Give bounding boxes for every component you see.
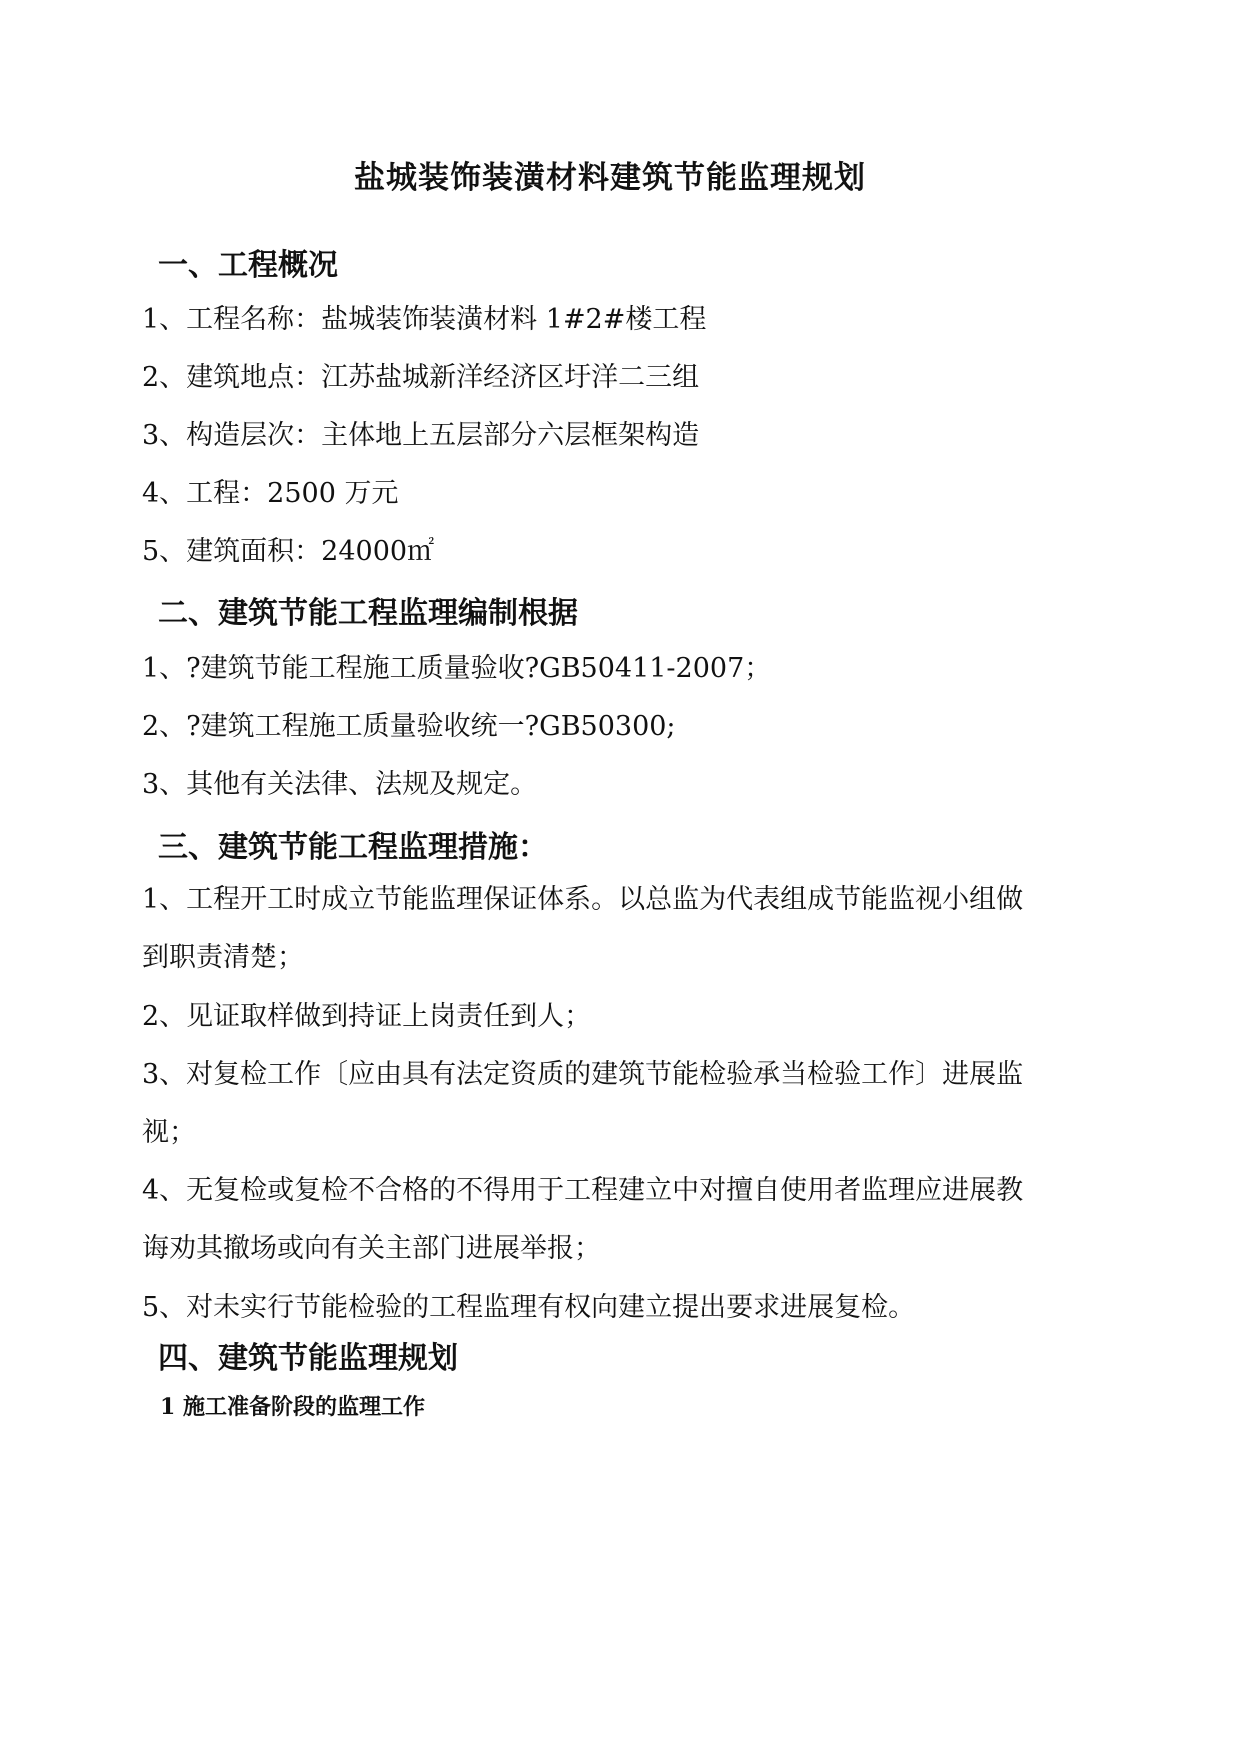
section1-item-5: 5、建筑面积：24000㎡ [142,536,435,567]
section2-item-3: 3、其他有关法律、法规及规定。 [142,769,538,800]
section3-item-4b: 诲劝其撤场或向有关主部门进展举报； [142,1233,601,1264]
section3-item-5: 5、对未实行节能检验的工程监理有权向建立提出要求进展复检。 [142,1292,916,1323]
section2-item-2: 2、?建筑工程施工质量验收统一?GB50300; [142,711,676,742]
section1-item-2: 2、建筑地点：江苏盐城新洋经济区圩洋二三组 [142,362,700,393]
section-heading-3: 三、建筑节能工程监理措施： [158,830,548,865]
section4-subheading-1: 1 施工准备阶段的监理工作 [160,1394,425,1420]
section3-item-2: 2、见证取样做到持证上岗责任到人； [142,1001,592,1032]
section3-item-3b: 视； [142,1117,196,1148]
section-heading-1: 一、工程概况 [158,248,338,283]
section3-item-4a: 4、无复检或复检不合格的不得用于工程建立中对擅自使用者监理应进展教 [142,1175,1024,1206]
section1-item-3: 3、构造层次：主体地上五层部分六层框架构造 [142,420,700,451]
section3-item-1b: 到职责清楚； [142,942,304,973]
section1-item-1: 1、工程名称：盐城装饰装潢材料 1#2#楼工程 [142,304,707,335]
section-heading-4: 四、建筑节能监理规划 [158,1341,458,1376]
section1-item-4: 4、工程：2500 万元 [142,478,399,509]
section3-item-1a: 1、工程开工时成立节能监理保证体系。以总监为代表组成节能监视小组做 [142,884,1024,915]
section-heading-2: 二、建筑节能工程监理编制根据 [158,596,578,631]
section3-item-3a: 3、对复检工作〔应由具有法定资质的建筑节能检验承当检验工作〕进展监 [142,1059,1024,1090]
document-title: 盐城装饰装潢材料建筑节能监理规划 [354,160,866,196]
section2-item-1: 1、?建筑节能工程施工质量验收?GB50411-2007； [142,653,772,684]
